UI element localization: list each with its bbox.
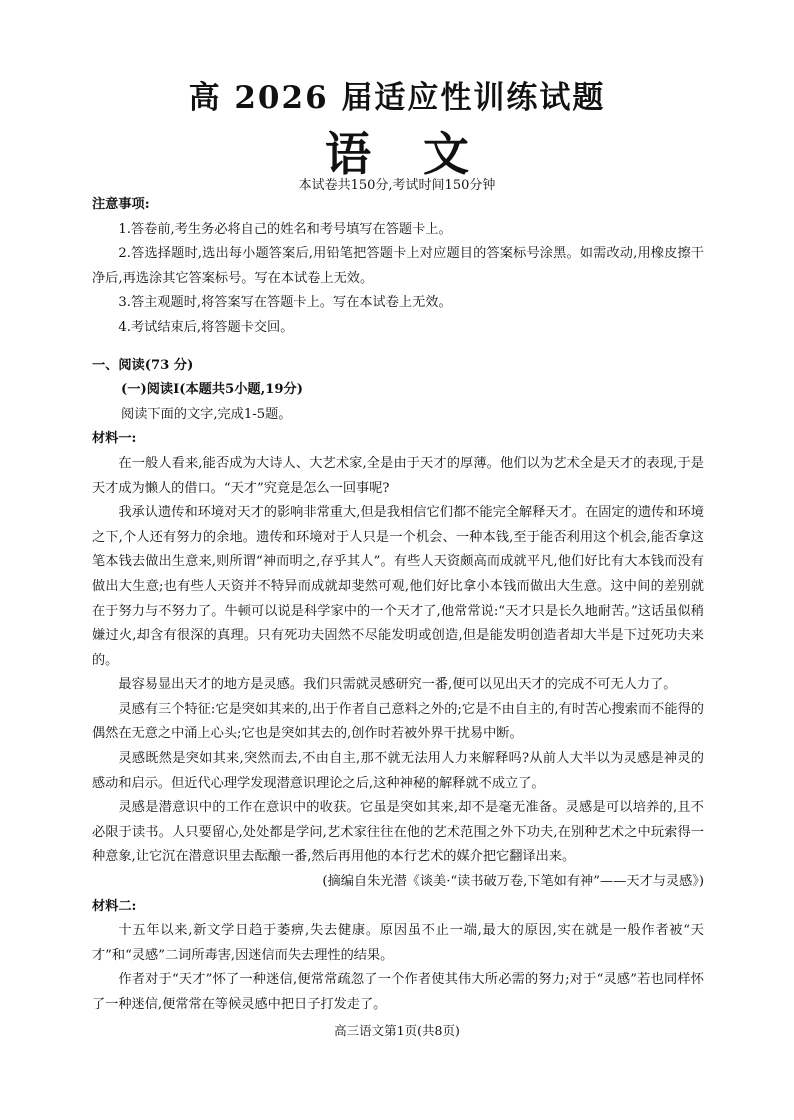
note-item: 3.答主观题时,将答案写在答题卡上。写在本试卷上无效。 <box>118 295 452 311</box>
note-item: 1.答卷前,考生务必将自己的姓名和考号填写在答题卡上。 <box>118 221 452 237</box>
spacer <box>92 341 704 354</box>
material1-paragraph: 灵感是潜意识中的工作在意识中的收获。它虽是突如其来,却不是毫无准备。灵感是可以培养的,且不必限于读书。人只要留心,处处都是学问,艺术家往往在他的艺术范围之外下功夫,在别种艺术之中玩索得一种意象,让它沉在潜意识里去酝酿一番,然后再用他的本行艺术的媒介把它翻译出来。 <box>92 800 704 865</box>
section-heading: 一、阅读(73 分) <box>92 357 194 373</box>
material1-source: (摘编自朱光潜《谈美·“读书破万卷,下笔如有神”——天才与灵感》) <box>322 874 704 890</box>
exam-content <box>92 193 704 1018</box>
material1-paragraph: 在一般人看来,能否成为大诗人、大艺术家,全是由于天才的厚薄。他们以为艺术全是天才的表现,于是天才成为懒人的借口。“天才”究竟是怎么一回事呢? <box>92 455 704 496</box>
section-instruction: 阅读下面的文字,完成1-5题。 <box>121 406 292 422</box>
section-subheading: (一)阅读Ⅰ(本题共5小题,19分) <box>121 382 303 398</box>
material1-paragraph: 灵感有三个特征:它是突如其来的,出于作者自己意料之外的;它是不由自主的,有时苦心搜索而不能得的偶然在无意之中涌上心头;它也是突如其去的,创作时若被外界干扰易中断。 <box>92 701 704 742</box>
material1-paragraph: 我承认遗传和环境对天才的影响非常重大,但是我相信它们都不能完全解释天才。在固定的遗传和环境之下,个人还有努力的余地。遗传和环境对于人只是一个机会、一种本钱,至于能否利用这个机会,能否拿这笔本钱去做出生意来,则所谓“神而明之,存乎其人”。有些人天资颇高而成就平凡,他们好比有大本钱而没有做出大生意;也有些人天资并不特异而成就却斐然可观,他们好比拿小本钱而做出大生意。这中间的差别就在于努力与不努力了。牛顿可以说是科学家中的一个天才了,他常常说:“天才只是长久地耐苦。”这话虽似稍嫌过火,却含有很深的真理。只有死功夫固然不尽能发明或创造,但是能发明创造者却大半是下过死功夫来的。 <box>92 505 704 668</box>
material1-paragraph: 最容易显出天才的地方是灵感。我们只需就灵感研究一番,便可以见出天才的完成不可无人力了。 <box>118 677 677 693</box>
material1-paragraph: 灵感既然是突如其来,突然而去,不由自主,那不就无法用人力来解释吗?从前人大半以为灵感是神灵的感动和启示。但近代心理学发现潜意识理论之后,这种神秘的解释就不成立了。 <box>92 751 704 791</box>
material2-label: 材料二: <box>92 898 137 914</box>
material2-paragraph: 作者对于“天才”怀了一种迷信,便常常疏忽了一个作者使其伟大所必需的努力;对于“灵感”若也同样怀了一种迷信,便常常在等候灵感中把日子打发走了。 <box>92 972 704 1012</box>
note-item: 4.考试结束后,将答题卡交回。 <box>118 319 294 335</box>
note-item: 2.答选择题时,选出每小题答案后,用铅笔把答题卡上对应题目的答案标号涂黑。如需改动,用橡皮擦干净后,再选涂其它答案标号。写在本试卷上无效。 <box>92 246 704 286</box>
subject-title: 语文 <box>325 127 521 181</box>
material1-label: 材料一: <box>92 431 137 447</box>
page-footer: 高三语文第1页(共8页) <box>334 1023 460 1038</box>
material2-paragraph: 十五年以来,新文学日趋于萎痹,失去健康。原因虽不止一端,最大的原因,实在就是一般作者被“天才”和“灵感”二词所毒害,因迷信而失去理性的结果。 <box>92 923 704 963</box>
notes-heading: 注意事项: <box>92 197 150 212</box>
exam-info: 本试卷共150分,考试时间150分钟 <box>298 178 496 193</box>
exam-title: 高 2026 届适应性训练试题 <box>188 80 606 116</box>
